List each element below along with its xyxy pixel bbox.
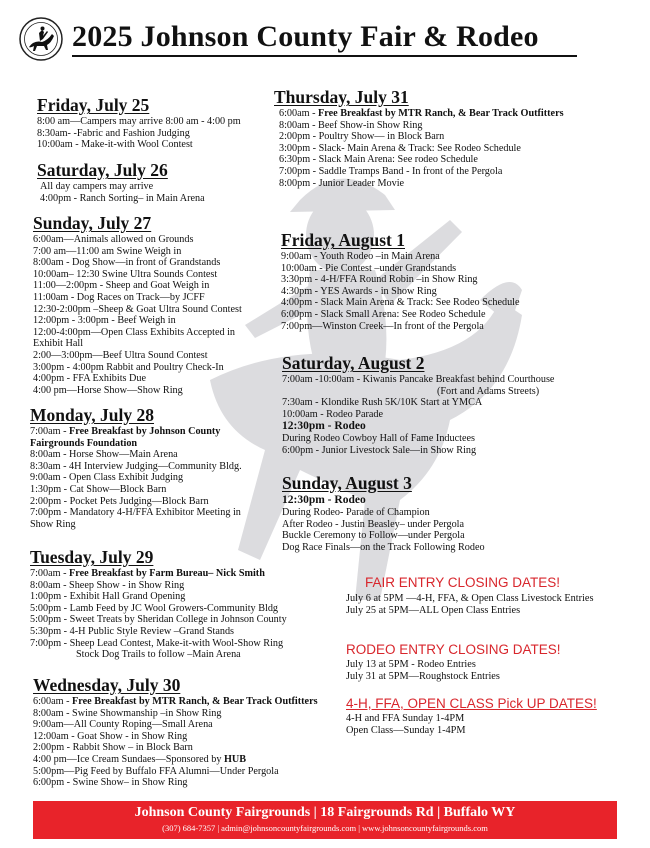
event-item: 12:30-2:00pm –Sheep & Goat Ultra Sound Contest (33, 303, 242, 315)
title-underline (72, 55, 577, 57)
day-heading: Friday, August 1 (281, 230, 405, 250)
event-item: 4:30pm - YES Awards - in Show Ring (281, 285, 437, 297)
day-heading: Sunday, August 3 (282, 473, 412, 493)
day-heading: Friday, July 25 (37, 95, 150, 115)
event-item: 5:30pm - 4-H Public Style Review –Grand Stands (30, 625, 235, 637)
event-item: 12:00am - Goat Show - in Show Ring (33, 730, 188, 742)
event-item: 5:00pm - Sweet Treats by Sheridan College in Johnson County (30, 614, 287, 626)
day-heading: Tuesday, July 29 (30, 547, 154, 567)
event-item-breakfast (279, 108, 564, 120)
event-item: 6:00pm - Slack Small Arena: See Rodeo Schedule (281, 308, 486, 320)
closing-item: Open Class—Sunday 1-4PM (346, 725, 466, 736)
day-heading: Wednesday, July 30 (33, 675, 181, 695)
event-item: 1:30pm - Cat Show—Block Barn (30, 483, 167, 495)
event-item-ice-cream (33, 754, 318, 766)
pickup-dates (346, 696, 597, 737)
closing-heading: FAIR ENTRY CLOSING DATES! (365, 575, 561, 590)
event-item: 11:00—2:00pm - Sheep and Goat Weigh in (33, 280, 210, 292)
event-item: Exhibit Hall (33, 338, 84, 350)
event-item: 2:00pm - Pocket Pets Judging—Block Barn (30, 495, 209, 507)
event-item: 9:00am—All County Roping—Small Arena (33, 719, 213, 731)
closing-heading: 4-H, FFA, OPEN CLASS Pick UP DATES! (346, 696, 597, 711)
day-sunday-july-27 (33, 214, 242, 396)
event-item: 6:00am—Animals allowed on Grounds (33, 234, 194, 245)
event-item: 7:30am - Klondike Rush 5K/10K Start at YMCA (282, 397, 483, 409)
closing-item: July 31 at 5PM—Roughstock Entries (346, 671, 500, 682)
day-saturday-august-2 (282, 354, 554, 457)
event-item: Stock Dog Trails to follow –Main Arena (76, 649, 241, 661)
event-item-rodeo: 12:30pm - Rodeo (282, 420, 366, 433)
event-item: 4:00pm - Slack Main Arena & Track: See Rodeo Schedule (281, 297, 520, 309)
event-item: 4:00 pm—Horse Show—Show Ring (33, 384, 183, 396)
event-item: 8:00am - Beef Show-in Show Ring (279, 119, 423, 131)
event-item: 8:00am - Horse Show—Main Arena (30, 449, 178, 461)
event-item: 10:00am– 12:30 Swine Ultra Sounds Contest (33, 268, 218, 280)
event-item-breakfast (30, 426, 275, 449)
event-item: During Rodeo- Parade of Champion (282, 507, 430, 518)
event-item: 4:00pm - Ranch Sorting– in Main Arena (40, 192, 205, 204)
footer-contact: (307) 684-7357 | admin@johnsoncountyfairgrounds.com | www.johnsoncountyfairgrounds.com (162, 823, 488, 833)
event-item: 6:00pm - Swine Show– in Show Ring (33, 777, 188, 789)
event-item: 7:00pm - Mandatory 4-H/FFA Exhibitor Meeting in Show Ring (30, 507, 241, 530)
closing-item: July 13 at 5PM - Rodeo Entries (346, 659, 476, 670)
day-sunday-august-3 (282, 474, 485, 553)
footer-address: Johnson County Fairgrounds | 18 Fairgrounds Rd | Buffalo WY (134, 805, 516, 820)
fair-entry-closing-items (346, 592, 594, 617)
event-item: 5:00pm - Lamb Feed by JC Wool Growers-Community Bldg (30, 602, 279, 614)
event-item: 9:00am - Open Class Exhibit Judging (30, 472, 184, 484)
event-item: 12:00-4:00pm—Open Class Exhibits Accepted in (33, 326, 236, 338)
event-item: All day campers may arrive (40, 181, 154, 192)
day-tuesday-july-29 (30, 548, 287, 661)
rodeo-entry-closing (346, 642, 561, 683)
event-item-breakfast (30, 568, 287, 580)
event-item: 2:00pm - Rabbit Show – in Block Barn (33, 742, 193, 754)
event-sponsor: HUB (224, 753, 247, 765)
event-item: 8:00am - Sheep Show - in Show Ring (30, 579, 185, 591)
day-monday-july-28 (30, 406, 275, 530)
breakfast-sponsor: Free Breakfast by Farm Bureau– Nick Smith (69, 568, 265, 579)
closing-item: July 25 at 5PM—ALL Open Class Entries (346, 605, 521, 616)
event-item: 8:30am- -Fabric and Fashion Judging (37, 127, 190, 139)
day-friday-august-1 (281, 231, 520, 332)
day-heading: Monday, July 28 (30, 405, 154, 425)
breakfast-sponsor: Free Breakfast by MTR Ranch, & Bear Track Outfitters (318, 108, 564, 119)
event-item: 10:00am - Make-it-with Wool Contest (37, 139, 193, 151)
event-item: 8:00pm - Junior Leader Movie (279, 177, 405, 189)
event-item: 2:00—3:00pm—Beef Ultra Sound Contest (33, 349, 208, 361)
event-item: 3:30pm - 4-H/FFA Round Robin –in Show Ring (281, 274, 478, 286)
event-time: 6:00am - (33, 696, 73, 707)
closing-item: July 6 at 5PM —4-H, FFA, & Open Class Livestock Entries (346, 593, 594, 604)
fair-entry-closing (365, 575, 560, 591)
event-item: 7:00am -10:00am - Kiwanis Pancake Breakfast behind Courthouse (282, 374, 555, 385)
event-item: 4:00pm - FFA Exhibits Due (33, 373, 147, 385)
day-friday-july-25 (37, 96, 241, 151)
breakfast-sponsor: Free Breakfast by MTR Ranch, & Bear Track Outfitters (72, 696, 318, 707)
day-heading: Thursday, July 31 (274, 87, 409, 107)
day-thursday-july-31 (274, 88, 564, 189)
event-item: During Rodeo Cowboy Hall of Fame Inductees (282, 433, 475, 445)
day-heading: Saturday, July 26 (37, 160, 168, 180)
event-item: 10:00am - Rodeo Parade (282, 408, 383, 420)
event-item: (Fort and Adams Streets) (437, 385, 540, 397)
event-time: 7:00am - (30, 568, 70, 579)
event-text: 4:00 pm—Ice Cream Sundaes—Sponsored by (33, 753, 224, 765)
event-item: 8:00am - Dog Show—in front of Grandstands (33, 257, 221, 269)
event-item: 3:00pm - 4:00pm Rabbit and Poultry Check-In (33, 361, 224, 373)
event-item: 3:00pm - Slack- Main Arena & Track: See Rodeo Schedule (279, 142, 521, 154)
event-item: Buckle Ceremony to Follow—under Pergola (282, 530, 465, 542)
event-item: After Rodeo - Justin Beasley– under Pergola (282, 518, 465, 530)
event-item: 7:00pm—Winston Creek—In front of the Pergola (281, 320, 484, 332)
event-item: 1:00pm - Exhibit Hall Grand Opening (30, 591, 186, 603)
event-item: 8:00 am—Campers may arrive 8:00 am - 4:00 pm (37, 116, 241, 127)
event-item: 8:00am - Swine Showmanship –in Show Ring (33, 707, 222, 719)
page-title: 2025 Johnson County Fair & Rodeo (72, 20, 539, 53)
event-item: 7:00pm - Saddle Tramps Band - In front of the Pergola (279, 165, 503, 177)
event-item: 2:00pm - Poultry Show— in Block Barn (279, 131, 445, 143)
event-item: 12:00pm - 3:00pm - Beef Weigh in (33, 315, 176, 327)
event-item: 8:30am - 4H Interview Judging—Community Bldg. (30, 460, 242, 472)
day-wednesday-july-30 (33, 676, 318, 789)
event-time: 7:00am - (30, 426, 70, 437)
bronc-rider-seal-icon (18, 16, 64, 62)
event-item: 7:00pm - Sheep Lead Contest, Make-it-with Wool-Show Ring (30, 637, 284, 649)
day-heading: Sunday, July 27 (33, 213, 152, 233)
event-item-rodeo: 12:30pm - Rodeo (282, 494, 366, 506)
event-item-breakfast (33, 696, 318, 708)
event-item: 9:00am - Youth Rodeo –in Main Arena (281, 251, 440, 262)
breakfast-sponsor: Free Breakfast by Johnson County Fairgrounds Foundation (30, 426, 221, 449)
closing-heading: RODEO ENTRY CLOSING DATES! (346, 642, 561, 657)
event-item: 11:00am - Dog Races on Track—by JCFF (33, 291, 205, 303)
day-saturday-july-26 (37, 161, 205, 204)
event-item: 6:30pm - Slack Main Arena: See rodeo Schedule (279, 154, 478, 166)
event-item: 6:00pm - Junior Livestock Sale—in Show Ring (282, 444, 477, 456)
event-item: 10:00am - Pie Contest –under Grandstands (281, 262, 457, 274)
event-item: 5:00pm—Pig Feed by Buffalo FFA Alumni—Under Pergola (33, 765, 279, 777)
day-heading: Saturday, August 2 (282, 353, 425, 373)
footer-banner (33, 801, 617, 839)
event-item: 7:00 am—11:00 am Swine Weigh in (33, 245, 182, 257)
event-time: 6:00am - (279, 108, 319, 119)
event-item: Dog Race Finals—on the Track Following Rodeo (282, 541, 485, 553)
closing-item: 4-H and FFA Sunday 1-4PM (346, 713, 465, 724)
